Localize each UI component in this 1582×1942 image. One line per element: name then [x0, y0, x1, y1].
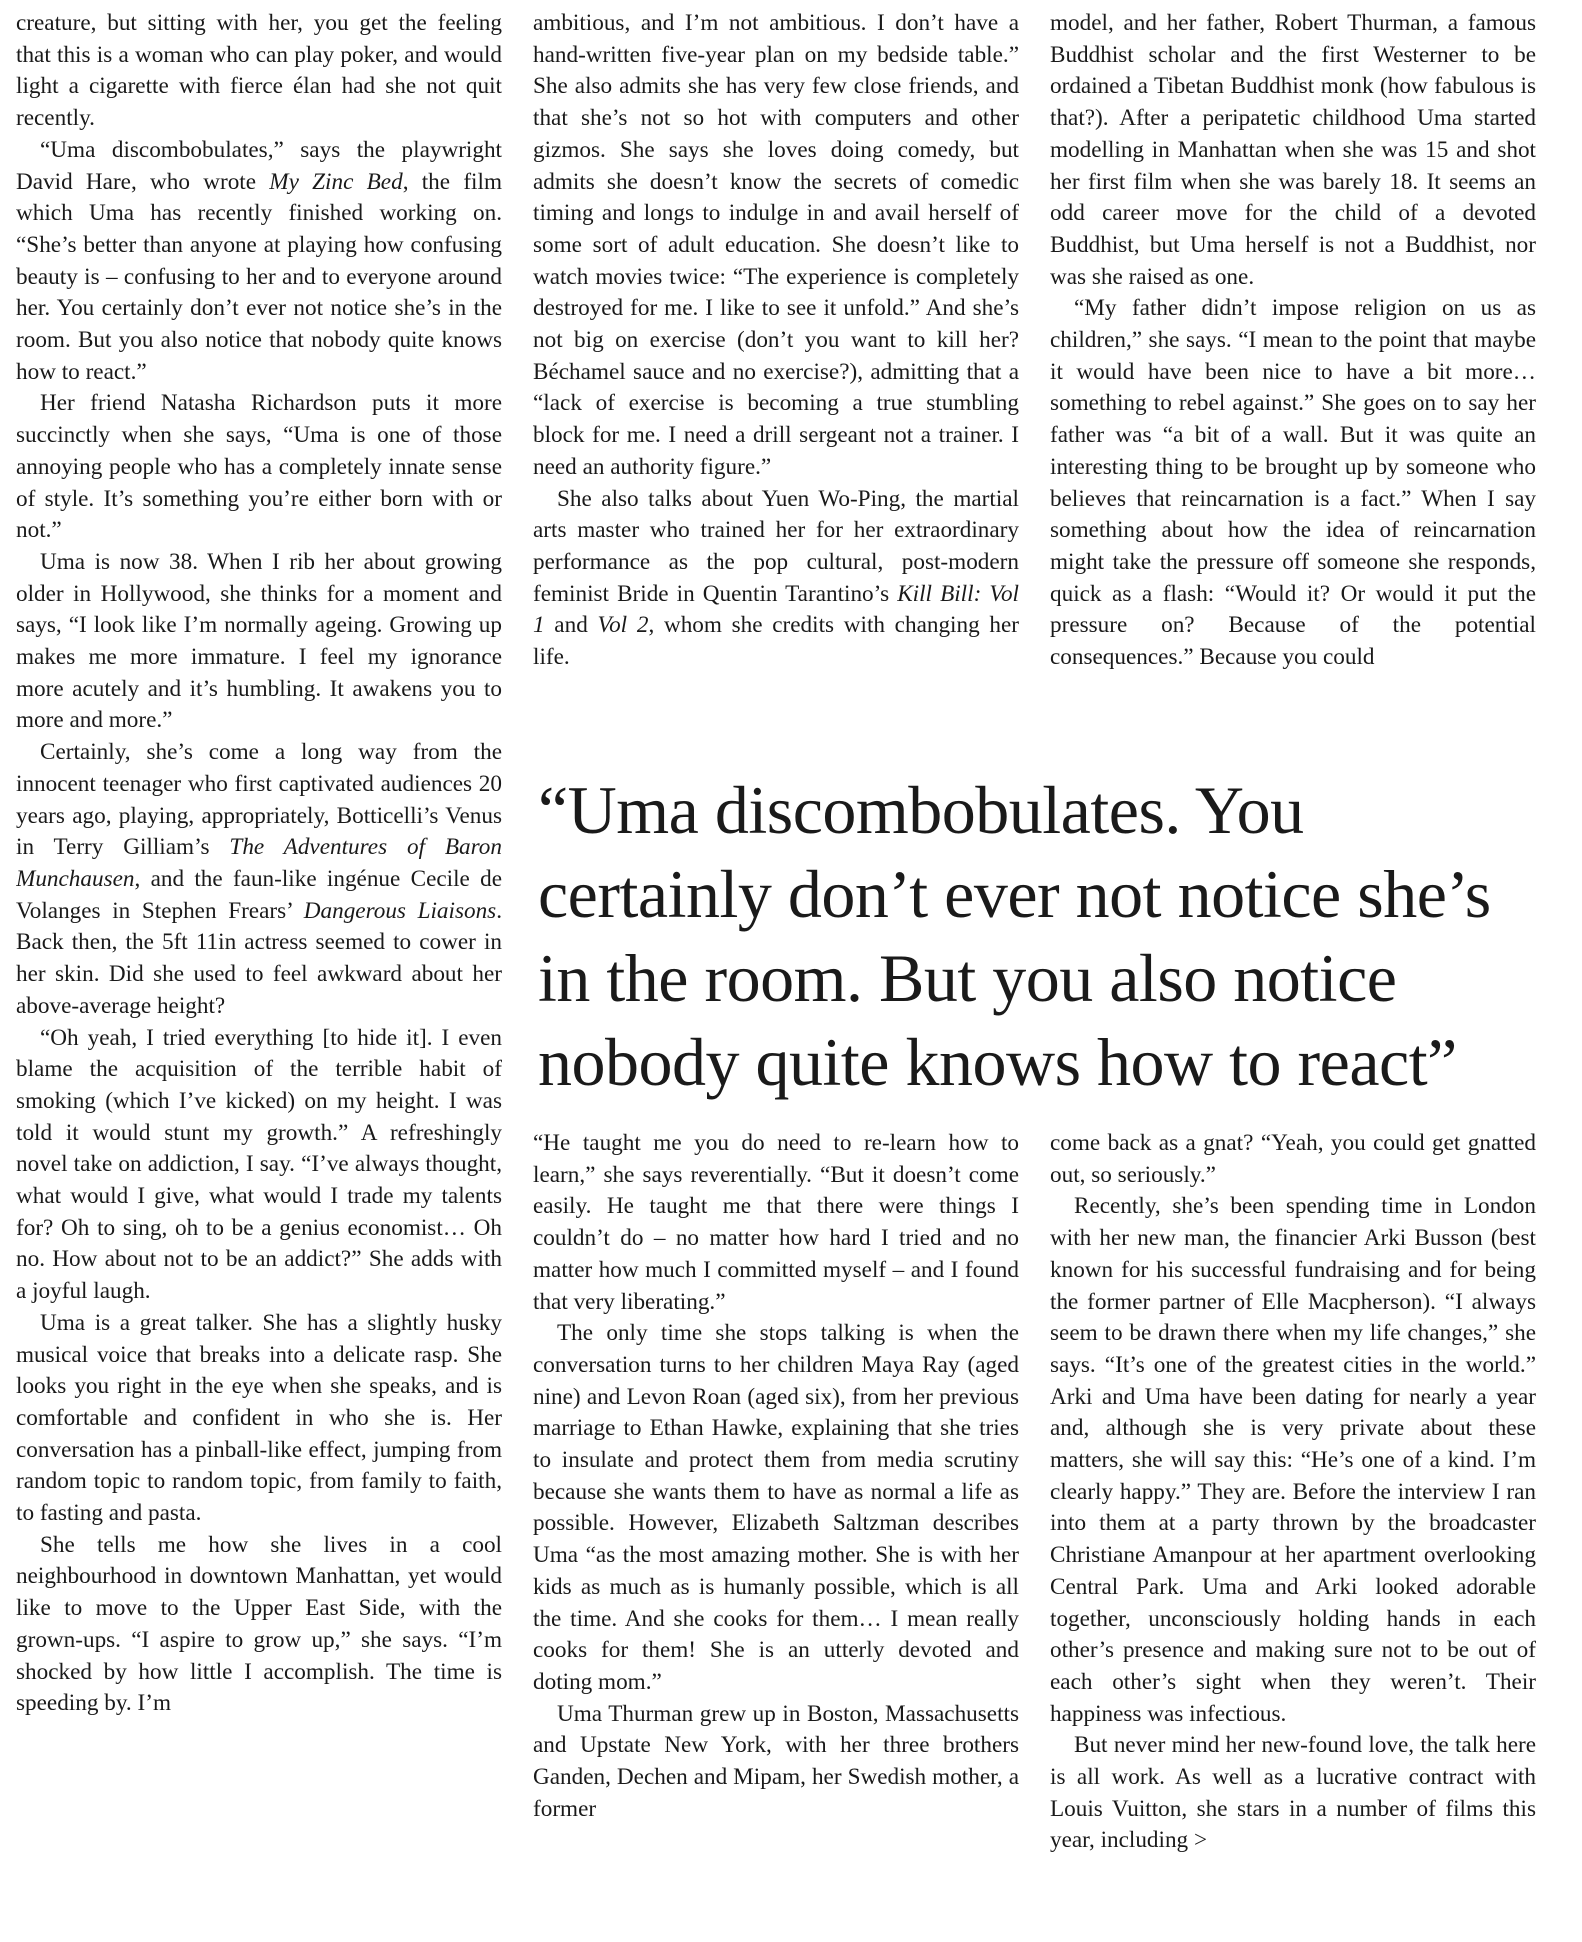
paragraph: creature, but sitting with her, you get the feeling that this is a woman who can play poker, and would light a cigarette with fierce élan had she not quit recently. — [16, 10, 502, 132]
pull-quote-line: nobody quite knows how to react” — [538, 1024, 1457, 1100]
paragraph: “My father didn’t impose religion on us as children,” she says. “I mean to the point that maybe it would have been nice to have a bit more… something to rebel against.” She goes on to say her father was “a bit of a wall. But it was quite an interesting thing to be brought up by someone who believes that reincarnation is a fact.” When I say something about how the idea of reincarnation might take the pressure off someone she responds, quick as a flash: “Would it? Or would it put the pressure on? Because of the potential consequences.” Because you could — [1050, 295, 1536, 671]
article-column-1 — [16, 8, 502, 1936]
paragraph: She also talks about Yuen Wo-Ping, the martial arts master who trained her for her extraordinary performance as the pop cultural, post-modern feminist Bride in Quentin Tarantino’s Kill Bill: Vol 1 and Vol 2, whom she credits with changing her life. — [533, 485, 1019, 671]
paragraph: come back as a gnat? “Yeah, you could get gnatted out, so seriously.” — [1050, 1130, 1536, 1188]
paragraph: Her friend Natasha Richardson puts it more succinctly when she says, “Uma is one of those annoying people who has a completely innate sense of style. It’s something you’re either born with or not.” — [16, 390, 502, 544]
paragraph: Uma is now 38. When I rib her about growing older in Hollywood, she thinks for a moment and says, “I look like I’m normally ageing. Growing up makes me more immature. I feel my ignorance more acutely and it’s humbling. It awakens you to more and more.” — [16, 548, 502, 734]
article-column-3-top — [1050, 8, 1536, 754]
paragraph: Uma Thurman grew up in Boston, Massachusetts and Upstate New York, with her three brothers Ganden, Dechen and Mipam, her Swedish mother, a former — [533, 1700, 1019, 1822]
article-column-2-top — [533, 8, 1019, 754]
paragraph: Recently, she’s been spending time in London with her new man, the financier Arki Busson (best known for his successful fundraising and for being the former partner of Elle Macpherson). “I always seem to be drawn there when my life changes,” she says. “It’s one of the greatest cities in the world.” Arki and Uma have been dating for nearly a year and, although she is very private about these matters, she will say this: “He’s one of a kind. I’m clearly happy.” They are. Before the interview I ran into them at a party thrown by the broadcaster Christiane Amanpour at her apartment overlooking Central Park. Uma and Arki looked adorable together, unconsciously holding hands in each other’s presence and making sure not to be out of each other’s sight when they weren’t. Their happiness was infectious. — [1050, 1193, 1536, 1727]
paragraph: “Uma discombobulates,” says the playwright David Hare, who wrote My Zinc Bed, the film which Uma has recently finished working on. “She’s better than anyone at playing how confusing beauty is – confusing to her and to everyone around her. You certainly don’t ever not notice she’s in the room. But you also notice that nobody quite knows how to react.” — [16, 136, 502, 385]
paragraph: She tells me how she lives in a cool neighbourhood in downtown Manhattan, yet would like to move to the Upper East Side, with the grown-ups. “I aspire to grow up,” she says. “I’m shocked by how little I accomplish. The time is speeding by. I’m — [16, 1531, 502, 1717]
article-column-2-bottom — [533, 1128, 1019, 1936]
pull-quote-line: certainly don’t ever not notice she’s — [538, 856, 1491, 932]
paragraph: Uma is a great talker. She has a slightly husky musical voice that breaks into a delicate rasp. She looks you right in the eye when she speaks, and is comfortable and confident in who she is. Her conversation has a pinball-like effect, jumping from random topic to random topic, from family to faith, to fasting and pasta. — [16, 1309, 502, 1527]
paragraph: “He taught me you do need to re-learn how to learn,” she says reverentially. “But it doesn’t come easily. He taught me that there were things I couldn’t do – no matter how hard I tried and no matter how much I committed myself – and I found that very liberating.” — [533, 1130, 1019, 1315]
paragraph: The only time she stops talking is when the conversation turns to her children Maya Ray (aged nine) and Levon Roan (aged six), from her previous marriage to Ethan Hawke, explaining that she tries to insulate and protect them from media scrutiny because she wants them to have as normal a life as possible. However, Elizabeth Saltzman describes Uma “as the most amazing mother. She is with her kids as much as is humanly possible, which is all the time. And she cooks for them… I mean really cooks for them! She is an utterly devoted and doting mom.” — [533, 1320, 1019, 1695]
paragraph: But never mind her new-found love, the talk here is all work. As well as a lucrative contract with Louis Vuitton, she stars in a number of films this year, including > — [1050, 1732, 1536, 1854]
paragraph: Certainly, she’s come a long way from the innocent teenager who first captivated audiences 20 years ago, playing, appropriately, Botticelli’s Venus in Terry Gilliam’s The Adventures of Baron Munchausen, and the faun-like ingénue Cecile de Volanges in Stephen Frears’ Dangerous Liaisons. Back then, the 5ft 11in actress seemed to cower in her skin. Did she used to feel awkward about her above-average height? — [16, 739, 502, 1019]
paragraph: “Oh yeah, I tried everything [to hide it]. I even blame the acquisition of the terrible habit of smoking (which I’ve kicked) on my height. I was told it would stunt my growth.” A refreshingly novel take on addiction, I say. “I’ve always thought, what would I give, what would I trade my talents for? Oh to sing, oh to be a genius economist… Oh no. How about not to be an addict?” She adds with a joyful laugh. — [16, 1024, 502, 1305]
pull-quote-line: “Uma discombobulates. You — [538, 772, 1304, 848]
paragraph: model, and her father, Robert Thurman, a famous Buddhist scholar and the first Westerner to be ordained a Tibetan Buddhist monk (how fabulous is that?). After a peripatetic childhood Uma started modelling in Manhattan when she was 15 and shot her first film when she was barely 18. It seems an odd career move for the child of a devoted Buddhist, but Uma herself is not a Buddhist, nor was she raised as one. — [1050, 10, 1536, 290]
article-column-3-bottom — [1050, 1128, 1536, 1936]
pull-quote-line: in the room. But you also notice — [538, 940, 1397, 1016]
paragraph: ambitious, and I’m not ambitious. I don’t have a hand-written five-year plan on my bedside table.” She also admits she has very few close friends, and that she’s not so hot with computers and other gizmos. She says she loves doing comedy, but admits she doesn’t know the secrets of comedic timing and longs to indulge in and avail herself of some sort of adult education. She doesn’t like to watch movies twice: “The experience is completely destroyed for me. I like to see it unfold.” And she’s not big on exercise (don’t you want to kill her? Béchamel sauce and no exercise?), admitting that a “lack of exercise is becoming a true stumbling block for me. I need a drill sergeant not a trainer. I need an authority figure.” — [533, 10, 1019, 480]
pull-quote — [538, 768, 1578, 1104]
